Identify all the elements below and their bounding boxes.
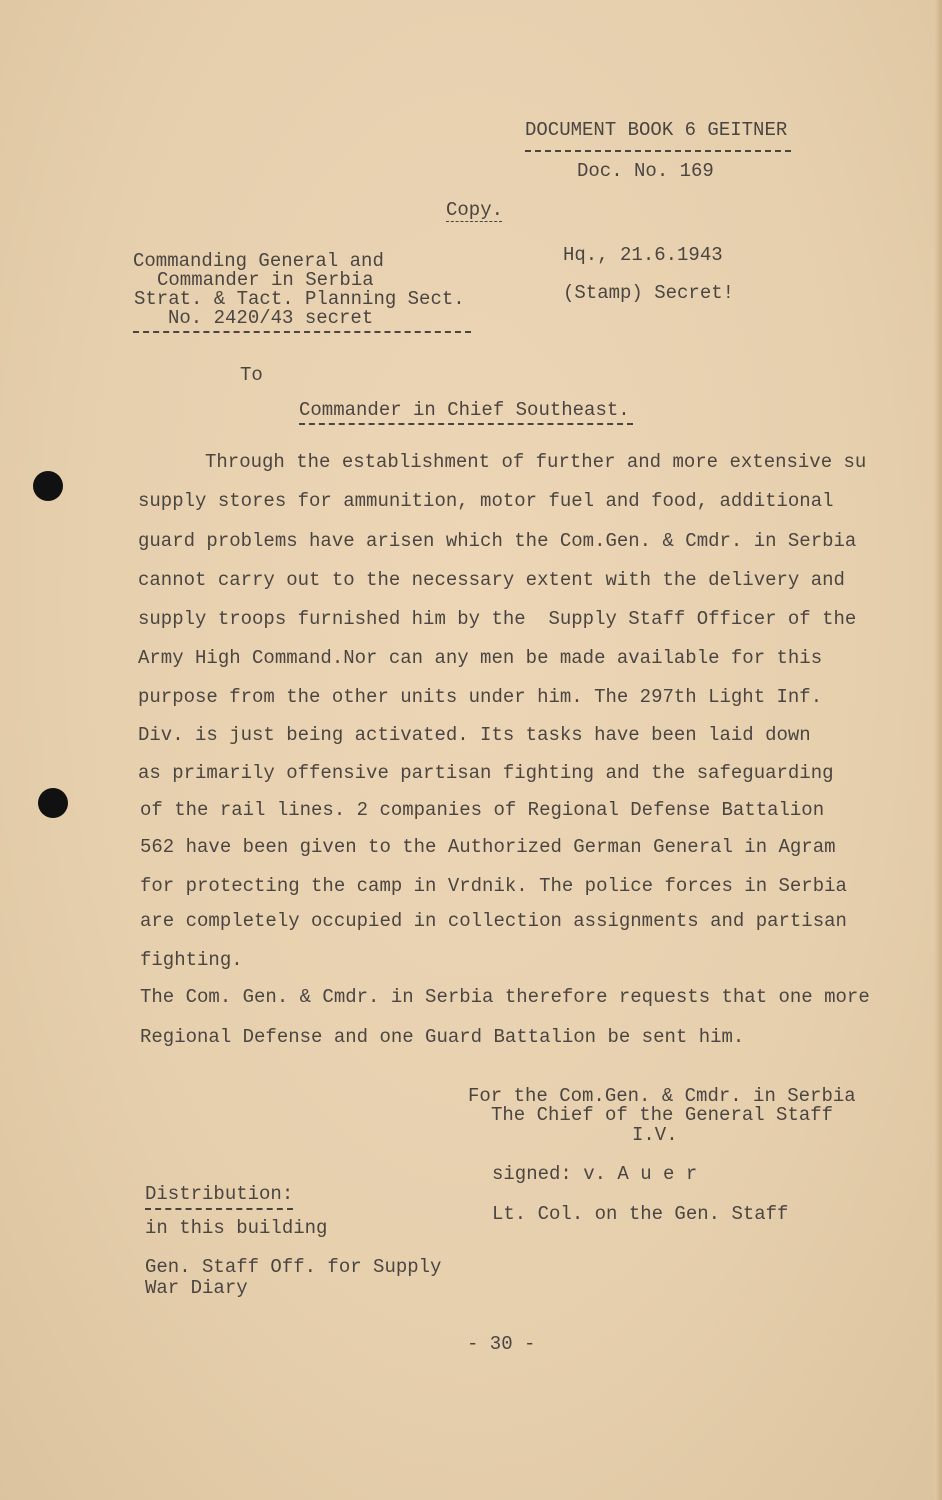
signature-line: The Chief of the General Staff [491, 1104, 834, 1126]
sender-line: Commanding General and [133, 250, 384, 272]
binder-hole [33, 471, 63, 501]
sender-line: Strat. & Tact. Planning Sect. [134, 288, 465, 310]
distribution-item: Gen. Staff Off. for Supply [145, 1256, 442, 1278]
document-number: Doc. No. 169 [577, 160, 714, 182]
body-line: are completely occupied in collection assignments and partisan [140, 910, 847, 932]
body-line: Regional Defense and one Guard Battalion be sent him. [140, 1026, 745, 1048]
body-line: supply stores for ammunition, motor fuel and food, additional [138, 490, 834, 512]
distribution-item: in this building [145, 1217, 328, 1239]
divider [446, 221, 502, 222]
page-number: - 30 - [467, 1333, 536, 1355]
body-line: Div. is just being activated. Its tasks have been laid down [138, 724, 811, 746]
divider [299, 423, 633, 425]
body-line: as primarily offensive partisan fighting and the safeguarding [138, 762, 834, 784]
body-line: guard problems have arisen which the Com.Gen. & Cmdr. in Serbia [138, 530, 857, 552]
to-label: To [240, 364, 263, 386]
distribution-item: War Diary [145, 1277, 248, 1299]
signature-line: I.V. [632, 1124, 678, 1146]
sender-line: No. 2420/43 secret [168, 307, 374, 329]
classification-stamp: (Stamp) Secret! [563, 282, 735, 304]
body-line: Through the establishment of further and more extensive su [205, 451, 867, 473]
signature-line: For the Com.Gen. & Cmdr. in Serbia [468, 1085, 856, 1107]
binder-hole [38, 788, 68, 818]
body-line: fighting. [140, 949, 243, 971]
divider [133, 331, 471, 333]
signer-rank: Lt. Col. on the Gen. Staff [492, 1203, 789, 1225]
recipient-name: Commander in Chief Southeast. [299, 399, 630, 421]
divider [525, 150, 791, 152]
body-line: cannot carry out to the necessary extent with the delivery and [138, 569, 845, 591]
copy-label: Copy. [446, 199, 504, 221]
place-date: Hq., 21.6.1943 [563, 244, 723, 266]
body-line: 562 have been given to the Authorized German General in Agram [140, 836, 836, 858]
distribution-label: Distribution: [145, 1183, 294, 1205]
body-line: Army High Command.Nor can any men be made available for this [138, 647, 823, 669]
divider [145, 1208, 293, 1210]
body-line: purpose from the other units under him. The 297th Light Inf. [138, 686, 823, 708]
body-line: The Com. Gen. & Cmdr. in Serbia therefore requests that one more [140, 986, 870, 1008]
document-book-title: DOCUMENT BOOK 6 GEITNER [525, 119, 788, 141]
body-line: of the rail lines. 2 companies of Regional Defense Battalion [140, 799, 825, 821]
sender-line: Commander in Serbia [157, 269, 374, 291]
signed-by: signed: v. A u e r [492, 1163, 698, 1185]
body-line: for protecting the camp in Vrdnik. The police forces in Serbia [140, 875, 847, 897]
paper-edge [934, 0, 942, 1500]
body-line: supply troops furnished him by the Supply Staff Officer of the [138, 608, 857, 630]
